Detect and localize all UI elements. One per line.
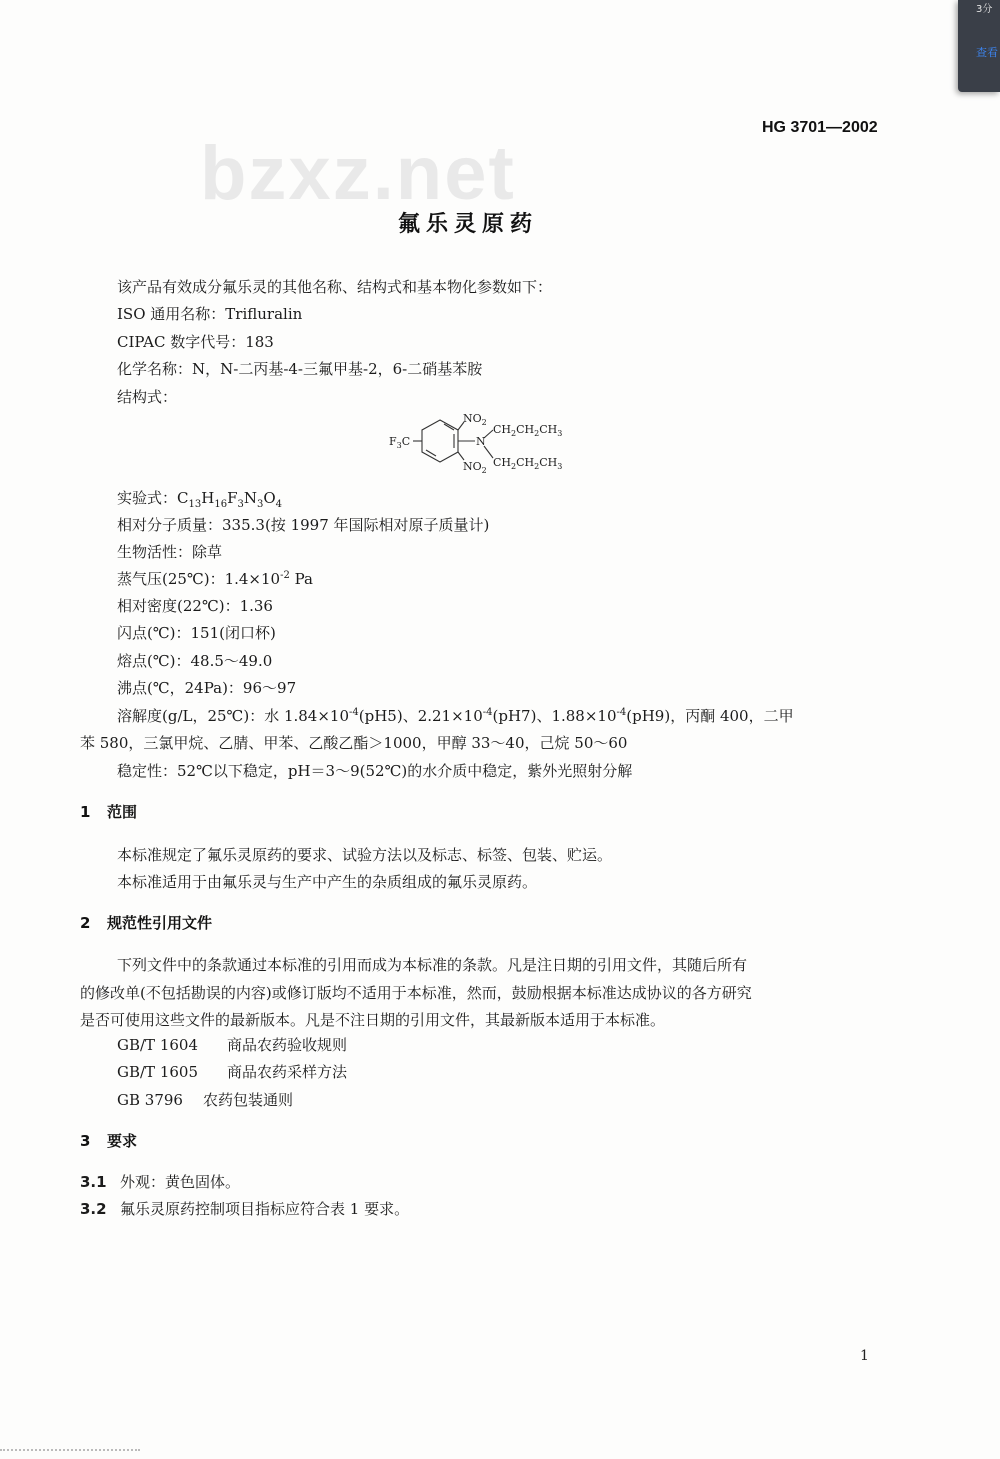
standard-number: HG 3701—2002	[762, 119, 878, 136]
section-3-2: 3.2 氟乐灵原药控制项目指标应符合表 1 要求。	[80, 1200, 410, 1218]
amine-nitrogen: N	[476, 435, 486, 448]
reference-item: GB/T 1604 商品农药验收规则	[117, 1036, 348, 1054]
melting-point: 熔点(℃)：48.5～49.0	[117, 652, 273, 670]
propyl-chain-top: $CH_2CH_2CH_3$	[493, 423, 563, 438]
iso-name: ISO 通用名称：Trifluralin	[117, 305, 303, 323]
boiling-point: 沸点(℃，24Pa)：96～97	[117, 679, 297, 697]
section-1-para-2: 本标准适用于由氟乐灵与生产中产生的杂质组成的氟乐灵原药。	[117, 873, 538, 891]
structural-formula	[385, 408, 585, 480]
section-2-heading: 2 规范性引用文件	[80, 914, 213, 932]
nitro-bottom: $NO_2$	[463, 460, 487, 475]
section-2-line-1: 下列文件中的条款通过本标准的引用而成为本标准的条款。凡是注日期的引用文件，其随后所有	[117, 956, 748, 974]
chemical-name: 化学名称：N，N-二丙基-4-三氟甲基-2，6-二硝基苯胺	[117, 360, 483, 378]
stability: 稳定性：52℃以下稳定，pH＝3～9(52℃)的水介质中稳定，紫外光照射分解	[117, 762, 633, 780]
document-title: 氟乐灵原药	[398, 212, 539, 237]
propyl-chain-bottom: $CH_2CH_2CH_3$	[493, 456, 563, 471]
widget-view-link[interactable]: 查看	[976, 46, 998, 59]
reference-item: GB/T 1605 商品农药采样方法	[117, 1063, 348, 1081]
relative-density: 相对密度(22℃)：1.36	[117, 597, 273, 615]
solubility-line1: 溶解度(g/L，25℃)：水 $1.84\times 10^{-4}(pH5)$、$2.21\times 10^{-4}(pH7)$、$1.88\times 10^{-4}(pH9)$，丙酮 400，二甲	[117, 707, 794, 725]
molecular-mass: 相对分子质量：335.3(按 1997 年国际相对原子质量计)	[117, 516, 490, 534]
widget-time-label: 3分	[976, 4, 993, 15]
vapor-pressure: 蒸气压(25℃)：$1.4\times 10^{-2}$ Pa	[117, 570, 313, 588]
solubility-line2: 苯 580，三氯甲烷、乙腈、甲苯、乙酸乙酯＞1000，甲醇 33～40，己烷 50～60	[80, 734, 628, 752]
empirical-formula: 实验式：$C_{13}H_{16}F_3N_3O_4$	[117, 489, 283, 510]
structure-label: 结构式：	[117, 388, 178, 406]
section-1-para-1: 本标准规定了氟乐灵原药的要求、试验方法以及标志、标签、包装、贮运。	[117, 846, 613, 864]
section-2-line-2: 的修改单(不包括勘误的内容)或修订版均不适用于本标准，然而，鼓励根据本标准达成协议的各方研究	[80, 984, 752, 1002]
watermark-text: bzxz.net	[200, 131, 516, 216]
section-2-line-3: 是否可使用这些文件的最新版本。凡是不注日期的引用文件，其最新版本适用于本标准。	[80, 1011, 666, 1029]
section-1-heading: 1 范围	[80, 803, 138, 821]
section-3-1: 3.1 外观：黄色固体。	[80, 1173, 241, 1191]
reference-item: GB 3796 农药包装通则	[117, 1091, 294, 1109]
page-number: 1	[860, 1348, 869, 1364]
cf3-group: $F_3C$	[389, 435, 411, 450]
nitro-top: $NO_2$	[463, 412, 487, 427]
section-3-heading: 3 要求	[80, 1132, 138, 1150]
intro-lead: 该产品有效成分氟乐灵的其他名称、结构式和基本物化参数如下：	[117, 278, 553, 296]
biological-activity: 生物活性：除草	[117, 543, 223, 561]
page-edge-divider	[0, 1449, 140, 1451]
flash-point: 闪点(℃)：151(闭口杯)	[117, 624, 276, 642]
floating-side-widget[interactable]	[958, 0, 1000, 92]
cipac-code: CIPAC 数字代号：183	[117, 333, 274, 351]
